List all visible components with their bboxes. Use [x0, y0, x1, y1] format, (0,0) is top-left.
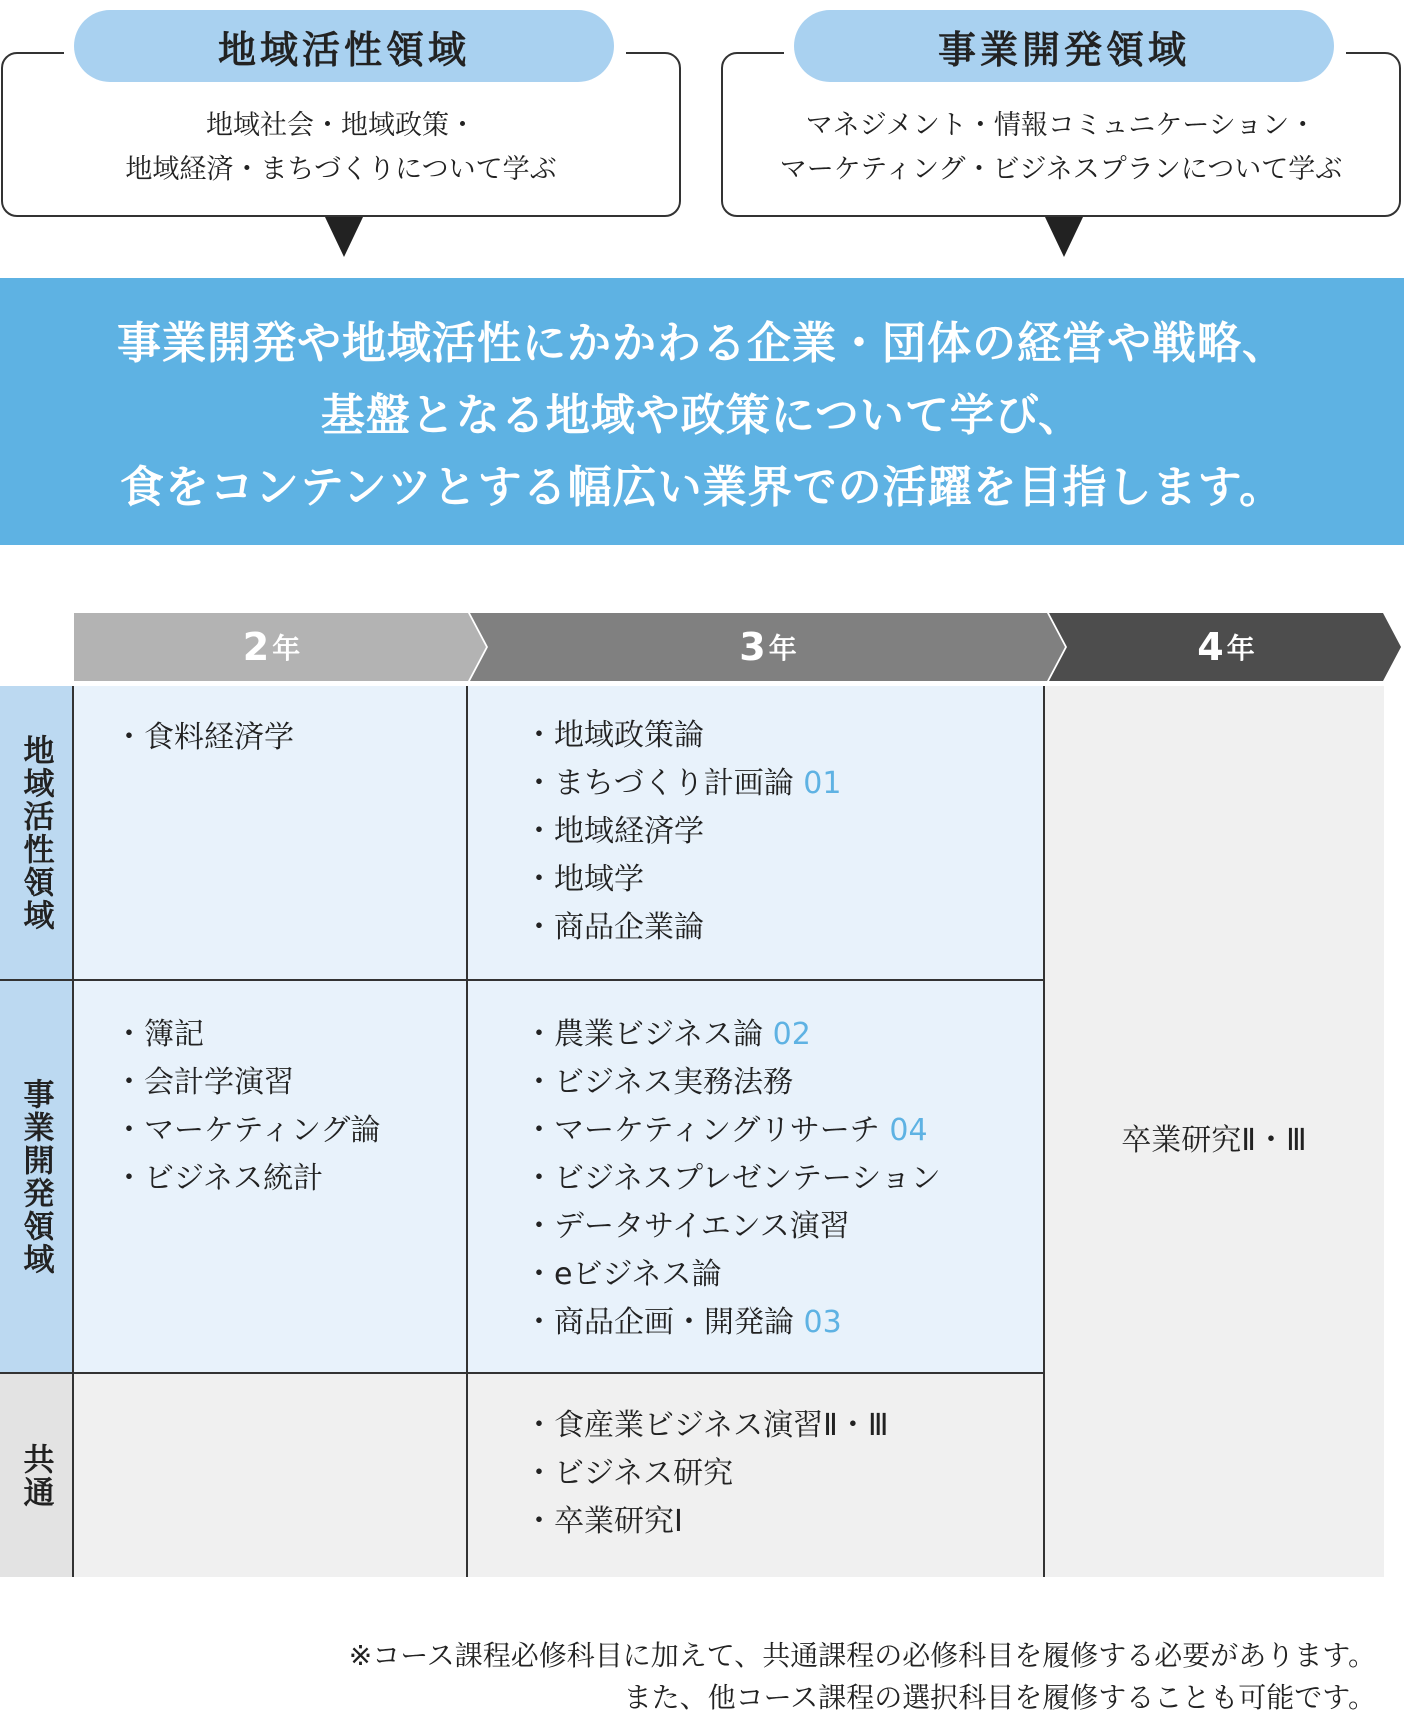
business-desc-line1: マネジメント・情報コミュニケーション・	[805, 110, 1317, 141]
grid-line	[0, 979, 1045, 981]
business-desc-line2: マーケティング・ビジネスプランについて学ぶ	[779, 154, 1343, 185]
course-number: 04	[889, 1113, 928, 1148]
banner-line3: 食をコンテンツとする幅広い業界での活躍を目指します。	[119, 462, 1285, 513]
year-3-label	[488, 613, 1048, 681]
year-2-unit: 年	[272, 632, 301, 665]
business-area-title: 事業開発領域	[794, 10, 1334, 82]
course-name: ・ビジネス実務法務	[524, 1065, 794, 1100]
regional-year3-list	[524, 712, 841, 952]
year-arrows	[0, 0, 1404, 700]
course-item	[524, 1107, 941, 1155]
year-4-number: 4	[1197, 625, 1224, 669]
course-item: ・マーケティング論	[114, 1113, 381, 1148]
business-year3-list	[524, 1011, 941, 1347]
course-name: ・まちづくり計画論	[524, 766, 794, 801]
footnote-line1: ※コース課程必修科目に加えて、共通課程の必修科目を履修する必要があります。	[348, 1639, 1376, 1672]
course-item: ・食産業ビジネス演習Ⅱ・Ⅲ	[524, 1408, 889, 1443]
course-item	[524, 904, 841, 952]
course-item	[524, 1155, 941, 1203]
year-2-number: 2	[242, 625, 270, 669]
course-name: ・商品企業論	[524, 910, 704, 945]
regional-row-header: 地域活性領域	[0, 686, 72, 979]
course-name: ・データサイエンス演習	[524, 1209, 850, 1244]
regional-area-title: 地域活性領域	[74, 10, 614, 82]
course-name: ・地域学	[524, 862, 644, 897]
course-item: ・簿記	[114, 1017, 204, 1052]
year-3-number: 3	[739, 625, 766, 669]
course-item	[524, 1011, 941, 1059]
course-number: 02	[772, 1017, 811, 1052]
year-2-label	[74, 613, 469, 681]
business-row-header: 事業開発領域	[0, 981, 72, 1372]
year4-course: 卒業研究Ⅱ・Ⅲ	[1121, 1123, 1307, 1158]
common-row-header: 共通	[0, 1374, 72, 1577]
course-name: ・地域経済学	[524, 814, 704, 849]
year-3-unit: 年	[768, 632, 797, 665]
course-item	[524, 808, 841, 856]
year-4-label	[1067, 613, 1385, 681]
course-item: ・ビジネス統計	[114, 1161, 324, 1196]
course-item: ・卒業研究Ⅰ	[524, 1504, 683, 1539]
course-name: ・農業ビジネス論	[524, 1017, 764, 1052]
course-name: ・ビジネスプレゼンテーション	[524, 1161, 941, 1196]
banner-line1: 事業開発や地域活性にかかわる企業・団体の経営や戦略、	[117, 318, 1287, 369]
regional-year2-list	[114, 714, 294, 762]
grid-line	[466, 686, 468, 1577]
course-name: ・商品企画・開発論	[524, 1305, 794, 1340]
common-year3-list	[524, 1402, 889, 1546]
grid-line	[0, 1372, 1045, 1374]
course-item: ・食料経済学	[114, 720, 294, 755]
footnote-line2: また、他コース課程の選択科目を履修することも可能です。	[623, 1681, 1376, 1714]
course-item	[524, 712, 841, 760]
course-number: 01	[803, 766, 842, 801]
business-year2-list	[114, 1011, 380, 1203]
course-item: ・ビジネス研究	[524, 1456, 734, 1491]
course-item	[524, 760, 841, 808]
course-item: ・会計学演習	[114, 1065, 294, 1100]
course-item	[524, 856, 841, 904]
course-name: ・地域政策論	[524, 718, 704, 753]
year-4-unit: 年	[1226, 632, 1255, 665]
course-name: ・eビジネス論	[524, 1257, 722, 1292]
course-item	[524, 1203, 941, 1251]
course-item	[524, 1251, 941, 1299]
course-number: 03	[803, 1305, 842, 1340]
course-name: ・マーケティングリサーチ	[524, 1113, 880, 1148]
grid-line	[72, 686, 74, 1577]
regional-desc-line2: 地域経済・まちづくりについて学ぶ	[125, 154, 557, 185]
banner-line2: 基盤となる地域や政策について学び、	[320, 390, 1084, 441]
course-item	[524, 1059, 941, 1107]
footnote	[349, 1635, 1376, 1719]
course-item	[524, 1299, 941, 1347]
regional-desc-line1: 地域社会・地域政策・	[206, 110, 476, 141]
